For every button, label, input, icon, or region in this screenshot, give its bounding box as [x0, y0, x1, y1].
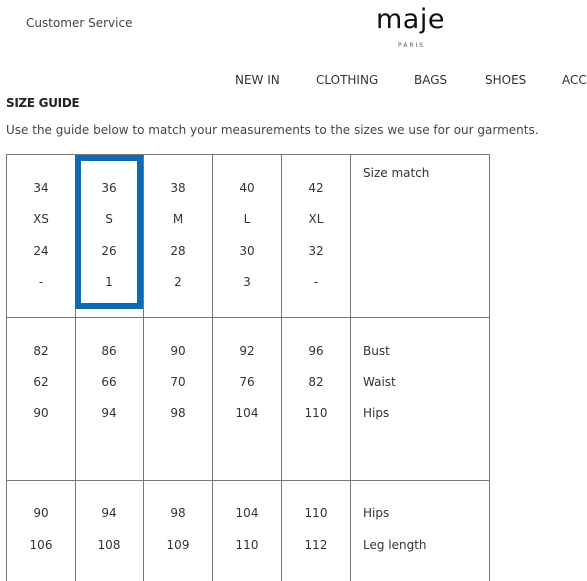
intro-text: Use the guide below to match your measurements to the sizes we use for our garments.: [6, 123, 539, 137]
table-cell: 32: [308, 244, 324, 258]
table-cell: 104: [235, 406, 259, 420]
table-cell: 98: [170, 506, 186, 520]
table-cell: 90: [33, 506, 49, 520]
table-cell: 106: [29, 538, 53, 552]
table-cell: 40: [239, 181, 255, 195]
table-cell: 2: [174, 275, 182, 289]
column-divider: [143, 155, 144, 581]
main-nav: [0, 73, 587, 89]
table-cell: -: [38, 275, 44, 289]
row-label-waist: Waist: [363, 375, 396, 389]
table-cell: 30: [239, 244, 255, 258]
table-cell: 28: [170, 244, 186, 258]
nav-bags[interactable]: BAGS: [414, 73, 448, 87]
nav-new-in[interactable]: NEW IN: [235, 73, 280, 87]
table-cell: 38: [170, 181, 186, 195]
table-cell: 92: [239, 344, 255, 358]
row-label-hips: Hips: [363, 506, 390, 520]
table-cell: S: [105, 212, 113, 226]
table-cell: 36: [101, 181, 117, 195]
table-cell: 104: [235, 506, 259, 520]
table-cell: 110: [304, 506, 328, 520]
column-divider: [281, 155, 282, 581]
table-cell: M: [172, 212, 184, 226]
table-cell: 26: [101, 244, 117, 258]
size-guide-table: [6, 154, 490, 581]
nav-accessories[interactable]: ACC: [562, 73, 587, 87]
table-cell: 70: [170, 375, 186, 389]
nav-shoes[interactable]: SHOES: [485, 73, 527, 87]
brand-logo-subtitle: PARIS: [398, 42, 426, 49]
brand-logo[interactable]: maje: [376, 4, 445, 35]
table-cell: 24: [33, 244, 49, 258]
customer-service-link[interactable]: Customer Service: [26, 16, 133, 30]
row-label-hips: Hips: [363, 406, 390, 420]
row-label-size-match: Size match: [363, 166, 430, 180]
table-cell: 112: [304, 538, 328, 552]
table-cell: 108: [97, 538, 121, 552]
table-cell: 66: [101, 375, 117, 389]
table-cell: 3: [243, 275, 251, 289]
nav-clothing[interactable]: CLOTHING: [316, 73, 379, 87]
row-label-bust: Bust: [363, 344, 390, 358]
table-cell: 90: [33, 406, 49, 420]
table-cell: 110: [304, 406, 328, 420]
table-cell: 110: [235, 538, 259, 552]
section-divider: [7, 480, 489, 481]
column-divider: [212, 155, 213, 581]
table-cell: 98: [170, 406, 186, 420]
table-cell: 90: [170, 344, 186, 358]
table-cell: L: [243, 212, 251, 226]
table-cell: 34: [33, 181, 49, 195]
table-cell: 86: [101, 344, 117, 358]
table-cell: 109: [166, 538, 190, 552]
table-cell: 96: [308, 344, 324, 358]
section-divider: [7, 317, 489, 318]
page-title: SIZE GUIDE: [6, 96, 80, 110]
selected-size-highlight: [75, 155, 143, 309]
table-cell: 94: [101, 406, 117, 420]
table-cell: XS: [33, 212, 49, 226]
table-cell: 94: [101, 506, 117, 520]
table-cell: 82: [33, 344, 49, 358]
row-label-leg-length: Leg length: [363, 538, 427, 552]
table-cell: 76: [239, 375, 255, 389]
table-cell: 82: [308, 375, 324, 389]
table-cell: -: [313, 275, 319, 289]
table-cell: 1: [105, 275, 113, 289]
table-cell: 42: [308, 181, 324, 195]
table-cell: XL: [308, 212, 324, 226]
table-cell: 62: [33, 375, 49, 389]
column-divider: [350, 155, 351, 581]
